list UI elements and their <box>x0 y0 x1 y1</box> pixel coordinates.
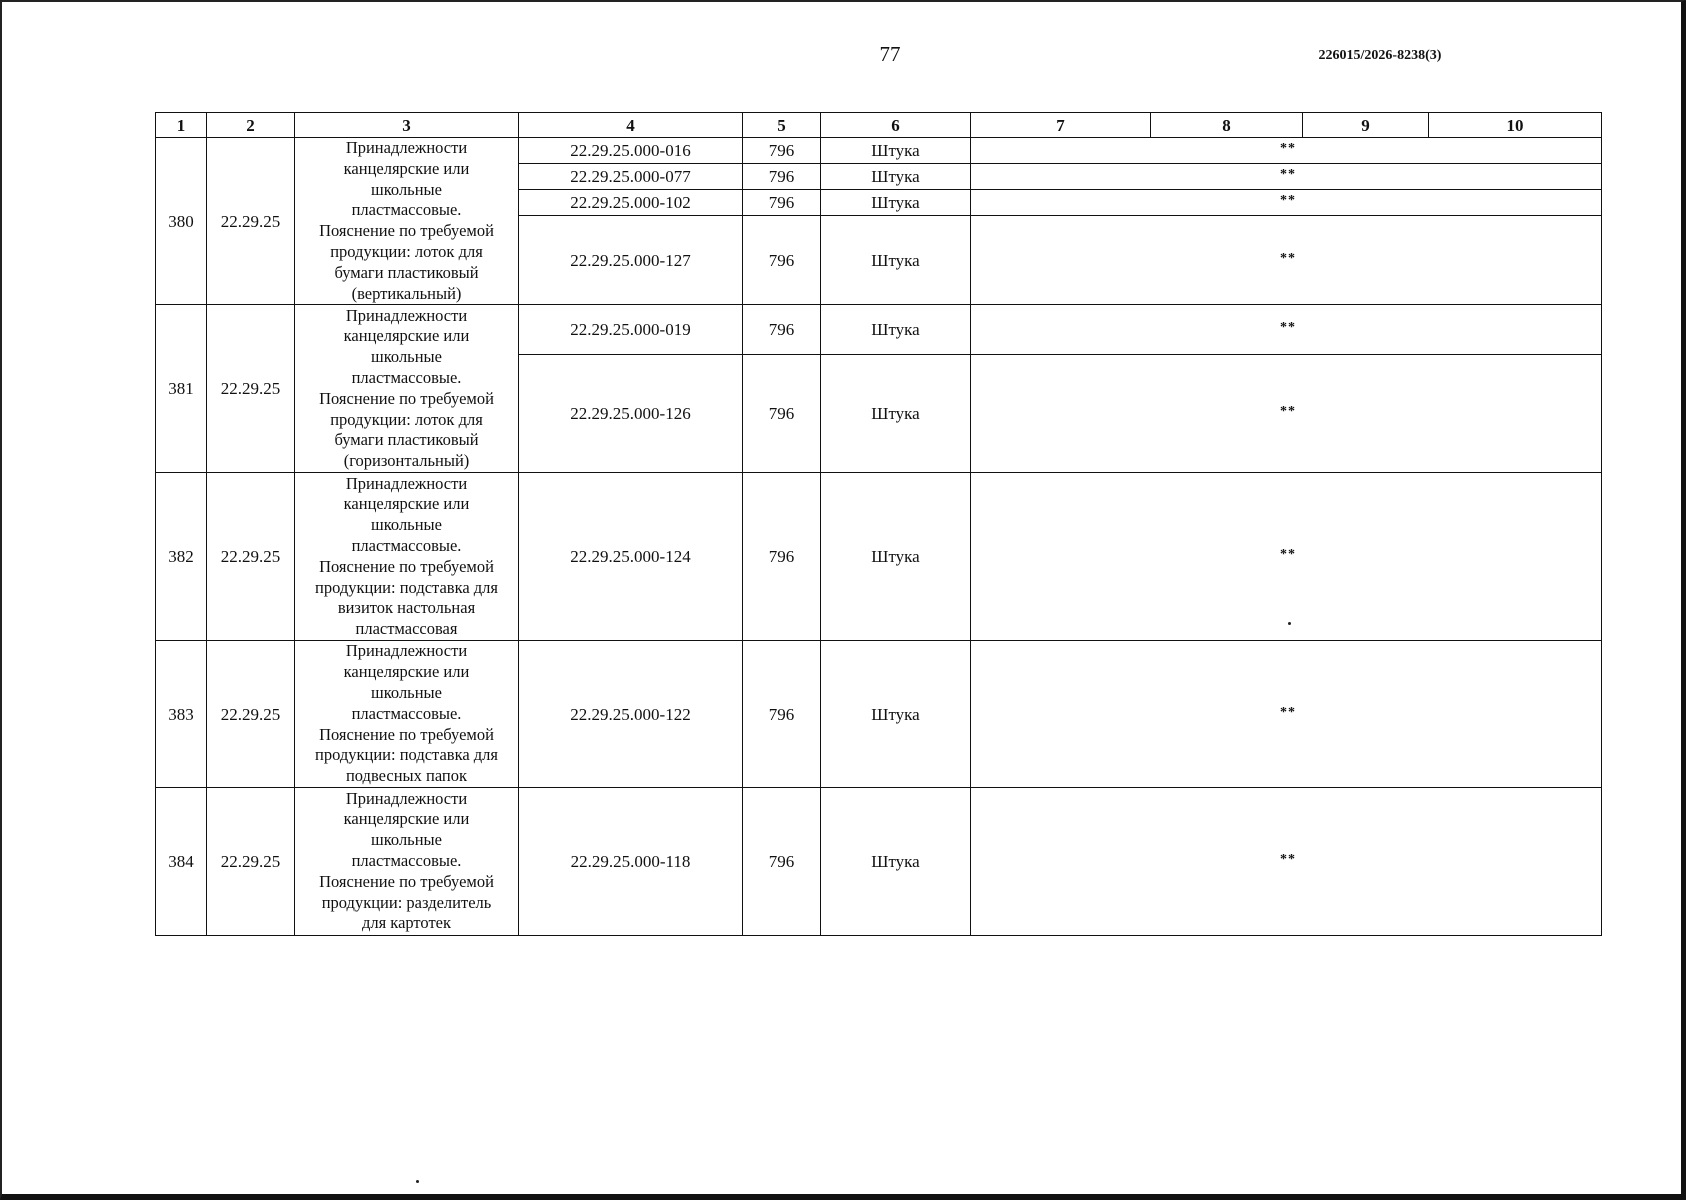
unit-name: Штука <box>821 216 971 305</box>
ktru-code: 22.29.25.000-126 <box>519 355 743 473</box>
table-row <box>156 641 1602 788</box>
description-line: бумаги пластиковый <box>334 430 479 450</box>
note-mark: ** <box>1280 193 1296 209</box>
row-number: 382 <box>156 473 207 641</box>
okei-code: 796 <box>743 355 821 473</box>
document-reference: 226015/2026-8238(3) <box>1318 48 1442 63</box>
ktru-code: 22.29.25.000-019 <box>519 305 743 355</box>
description-line: пластмассовые. <box>351 851 462 871</box>
description-line: (вертикальный) <box>351 283 462 303</box>
description-line: Принадлежности <box>345 305 468 325</box>
okpd-code: 22.29.25 <box>207 641 295 788</box>
col-header-10: 10 <box>1429 113 1602 138</box>
row-number: 381 <box>156 305 207 473</box>
merged-cell <box>971 164 1602 190</box>
row-number: 383 <box>156 641 207 788</box>
okpd-code: 22.29.25 <box>207 473 295 641</box>
ktru-code: 22.29.25.000-124 <box>519 473 743 641</box>
description-line: продукции: разделитель <box>321 892 492 912</box>
note-mark: ** <box>1280 704 1296 720</box>
okei-code: 796 <box>743 473 821 641</box>
ktru-code: 22.29.25.000-122 <box>519 641 743 788</box>
header-row <box>156 113 1602 138</box>
description-line: продукции: подставка для <box>315 745 498 765</box>
merged-cell <box>971 641 1602 788</box>
description-line: пластмассовые. <box>351 536 462 556</box>
unit-name: Штука <box>821 355 971 473</box>
col-header-3: 3 <box>295 113 519 138</box>
description-line: (горизонтальный) <box>343 451 470 471</box>
description-line: канцелярские или <box>343 809 470 829</box>
description-line: канцелярские или <box>343 494 470 514</box>
description-line: Пояснение по требуемой <box>319 556 494 576</box>
table-row <box>156 787 1602 935</box>
description-line: Пояснение по требуемой <box>319 221 494 241</box>
description-line: школьные <box>371 347 442 367</box>
description-line: канцелярские или <box>343 158 470 178</box>
description-line: пластмассовые. <box>351 703 462 723</box>
description-line: школьные <box>371 682 442 702</box>
merged-cell <box>971 305 1602 355</box>
col-header-1: 1 <box>156 113 207 138</box>
description-line: визиток настольная <box>337 598 476 618</box>
table-row <box>156 305 1602 355</box>
description-line: продукции: подставка для <box>315 577 498 597</box>
col-header-9: 9 <box>1303 113 1429 138</box>
description-line: канцелярские или <box>343 662 470 682</box>
unit-name: Штука <box>821 164 971 190</box>
ktru-code: 22.29.25.000-102 <box>519 190 743 216</box>
description-line: Принадлежности <box>345 788 468 808</box>
col-header-5: 5 <box>743 113 821 138</box>
product-description <box>295 473 519 641</box>
description-line: пластмассовая <box>355 619 458 639</box>
col-header-4: 4 <box>519 113 743 138</box>
merged-cell <box>971 190 1602 216</box>
merged-cell <box>971 473 1602 641</box>
ktru-code: 22.29.25.000-077 <box>519 164 743 190</box>
description-line: Принадлежности <box>345 641 468 661</box>
okpd-code: 22.29.25 <box>207 305 295 473</box>
okei-code: 796 <box>743 787 821 935</box>
ktru-code: 22.29.25.000-118 <box>519 787 743 935</box>
note-mark: ** <box>1280 320 1296 336</box>
product-description <box>295 787 519 935</box>
scan-speck <box>416 1180 419 1183</box>
description-line: Пояснение по требуемой <box>319 871 494 891</box>
okei-code: 796 <box>743 164 821 190</box>
unit-name: Штука <box>821 787 971 935</box>
products-table <box>155 112 1602 936</box>
description-line: пластмассовые. <box>351 368 462 388</box>
product-description <box>295 138 519 305</box>
table-row <box>156 473 1602 641</box>
description-line: школьные <box>371 179 442 199</box>
description-line: продукции: лоток для <box>330 409 483 429</box>
merged-cell <box>971 138 1602 164</box>
ktru-code: 22.29.25.000-127 <box>519 216 743 305</box>
description-line: Пояснение по требуемой <box>319 724 494 744</box>
description-line: Пояснение по требуемой <box>319 388 494 408</box>
row-number: 384 <box>156 787 207 935</box>
note-mark: ** <box>1280 404 1296 420</box>
unit-name: Штука <box>821 473 971 641</box>
description-line: бумаги пластиковый <box>334 262 479 282</box>
col-header-7: 7 <box>971 113 1151 138</box>
merged-cell <box>971 355 1602 473</box>
description-line: школьные <box>371 830 442 850</box>
col-header-2: 2 <box>207 113 295 138</box>
page-number: 77 <box>879 42 901 66</box>
ktru-code: 22.29.25.000-016 <box>519 138 743 164</box>
description-line: продукции: лоток для <box>330 241 483 261</box>
okei-code: 796 <box>743 190 821 216</box>
okpd-code: 22.29.25 <box>207 787 295 935</box>
description-line: Принадлежности <box>345 473 468 493</box>
description-line: для картотек <box>361 913 452 933</box>
description-line: пластмассовые. <box>351 200 462 220</box>
description-line: канцелярские или <box>343 326 470 346</box>
merged-cell <box>971 787 1602 935</box>
okei-code: 796 <box>743 641 821 788</box>
note-mark: ** <box>1280 167 1296 183</box>
product-description <box>295 305 519 473</box>
unit-name: Штука <box>821 190 971 216</box>
unit-name: Штука <box>821 641 971 788</box>
okpd-code: 22.29.25 <box>207 138 295 305</box>
note-mark: ** <box>1280 141 1296 157</box>
note-mark: ** <box>1280 851 1296 867</box>
okei-code: 796 <box>743 216 821 305</box>
description-line: школьные <box>371 515 442 535</box>
note-mark: ** <box>1280 250 1296 266</box>
unit-name: Штука <box>821 305 971 355</box>
col-header-8: 8 <box>1151 113 1303 138</box>
description-line: Принадлежности <box>345 138 468 157</box>
unit-name: Штука <box>821 138 971 164</box>
okei-code: 796 <box>743 138 821 164</box>
row-number: 380 <box>156 138 207 305</box>
okei-code: 796 <box>743 305 821 355</box>
description-line: подвесных папок <box>345 766 468 786</box>
col-header-6: 6 <box>821 113 971 138</box>
merged-cell <box>971 216 1602 305</box>
scan-speck <box>1288 622 1291 625</box>
product-description <box>295 641 519 788</box>
note-mark: ** <box>1280 547 1296 563</box>
table-row <box>156 138 1602 164</box>
